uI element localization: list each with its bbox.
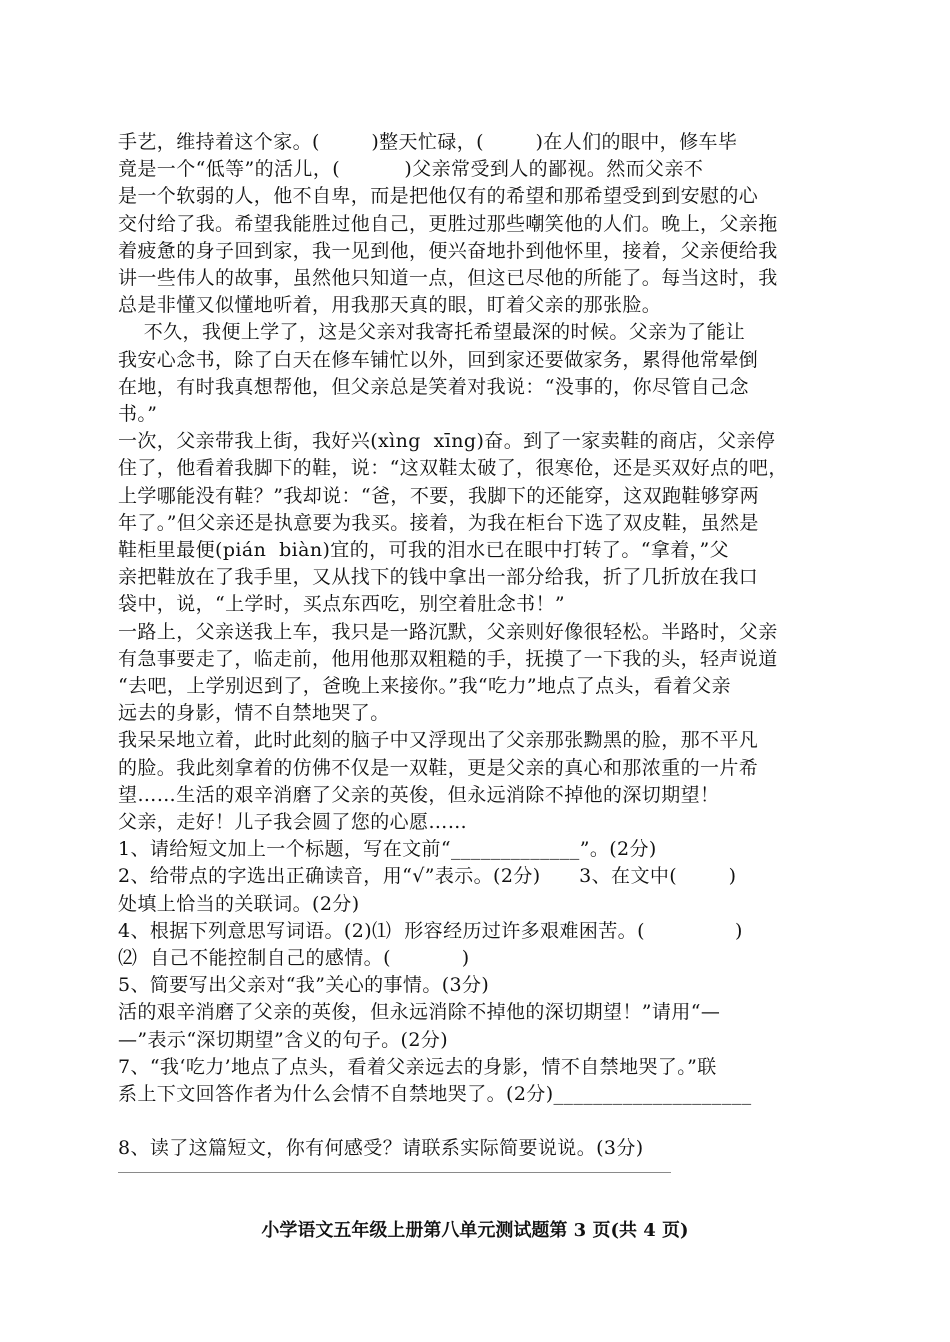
text-line: 不久，我便上学了，这是父亲对我寄托希望最深的时候。父亲为了能让 (118, 321, 746, 344)
text-line: 远去的身影，情不自禁地哭了。 (118, 702, 390, 725)
text-line: 讲一些伟人的故事，虽然他只知道一点，但这已尽他的所能了。每当这时，我 (118, 267, 778, 289)
text-line: 我安心念书，除了白天在修车铺忙以外，回到家还要做家务，累得他常晕倒 (118, 348, 759, 371)
text-line: 系上下文回答作者为什么会情不自禁地哭了。(2分)____________________ (118, 1083, 752, 1105)
text-line: 在地，有时我真想帮他，但父亲总是笑着对我说：“没事的，你尽管自己念 (118, 375, 749, 398)
text-line: 1、请给短文加上一个标题，写在文前“_____________”。(2分) (118, 838, 657, 861)
text-line: —”表示“深切期望”含义的句子。(2分) (118, 1028, 449, 1051)
text-line: 活的艰辛消磨了父亲的英俊，但永远消除不掉他的深切期望！”请用“— (118, 1001, 721, 1024)
page-footer: 小学语文五年级上册第八单元测试题第 3 页(共 4 页) (261, 1220, 689, 1241)
text-line: 书。” (118, 403, 158, 425)
text-line: 总是非懂又似懂地听着，用我那天真的眼，盯着父亲的那张脸。 (118, 294, 662, 317)
text-line: 鞋柜里最便(pián biàn)宜的，可我的泪水已在眼中打转了。“拿着，”父 (118, 539, 730, 561)
text-line: 8、读了这篇短文，你有何感受？请联系实际简要说说。(3分) (118, 1137, 644, 1160)
text-line: 一次，父亲带我上街，我好兴(xìng xīng)奋。到了一家卖鞋的商店，父亲停 (118, 430, 776, 453)
text-line: 一路上，父亲送我上车，我只是一路沉默，父亲则好像很轻松。半路时，父亲 (118, 620, 778, 643)
text-line: “去吧，上学别迟到了，爸晚上来接你。”我“吃力”地点了点头，看着父亲 (118, 675, 731, 697)
text-line: 5、简要写出父亲对“我”关心的事情。(3分) (118, 974, 490, 997)
text-line: 交付给了我。希望我能胜过他自己，更胜过那些嘲笑他的人们。晚上，父亲拖 (118, 212, 778, 235)
text-line: 手艺，维持着这个家。( )整天忙碌，( )在人们的眼中，修车毕 (118, 131, 738, 153)
text-line: 4、根据下列意思写词语。(2)⑴ 形容经历过许多艰难困苦。( ) (118, 919, 743, 942)
text-line: 我呆呆地立着，此时此刻的脑子中又浮现出了父亲那张黝黑的脸，那不平凡 (118, 729, 759, 752)
text-line: 望……生活的艰辛消磨了父亲的英俊，但永远消除不掉他的深切期望！ (118, 783, 720, 806)
text-line: 住了，他看着我脚下的鞋，说：“这双鞋太破了，很寒伧，还是买双好点的吧， (118, 457, 788, 480)
text-line: 2、给带点的字选出正确读音，用“√”表示。(2分) 3、在文中( ) (118, 865, 737, 888)
text-line: 袋中，说，“上学时，买点东西吃，别空着肚念书！” (118, 593, 566, 616)
text-line: 年了。”但父亲还是执意要为我买。接着，为我在柜台下选了双皮鞋，虽然是 (118, 511, 759, 534)
text-line: 父亲，走好！儿子我会圆了您的心愿…… (118, 811, 468, 833)
text-line: 亲把鞋放在了我手里，又从找下的钱中拿出一部分给我，折了几折放在我口 (118, 566, 759, 589)
text-line: 处填上恰当的关联词。(2分) (118, 892, 360, 915)
text-line: ⑵ 自己不能控制自己的感情。( ) (118, 947, 470, 969)
text-line: 上学哪能没有鞋？”我却说：“爸，不要，我脚下的还能穿，这双跑鞋够穿两 (118, 484, 760, 507)
answer-underline (118, 1172, 671, 1173)
text-line: 有急事要走了，临走前，他用他那双粗糙的手，抚摸了一下我的头，轻声说道 (118, 647, 778, 670)
text-line: 竟是一个“低等”的活儿，( )父亲常受到人的鄙视。然而父亲不 (118, 158, 704, 181)
text-line: 是一个软弱的人，他不自卑，而是把他仅有的希望和那希望受到到安慰的心 (118, 185, 759, 208)
text-line: 7、“我‘吃力’地点了点头，看着父亲远去的身影，情不自禁地哭了。”联 (118, 1055, 717, 1078)
text-line: 的脸。我此刻拿着的仿佛不仅是一双鞋，更是父亲的真心和那浓重的一片希 (118, 756, 759, 779)
text-line: 着疲惫的身子回到家，我一见到他，便兴奋地扑到他怀里，接着，父亲便给我 (118, 239, 778, 262)
